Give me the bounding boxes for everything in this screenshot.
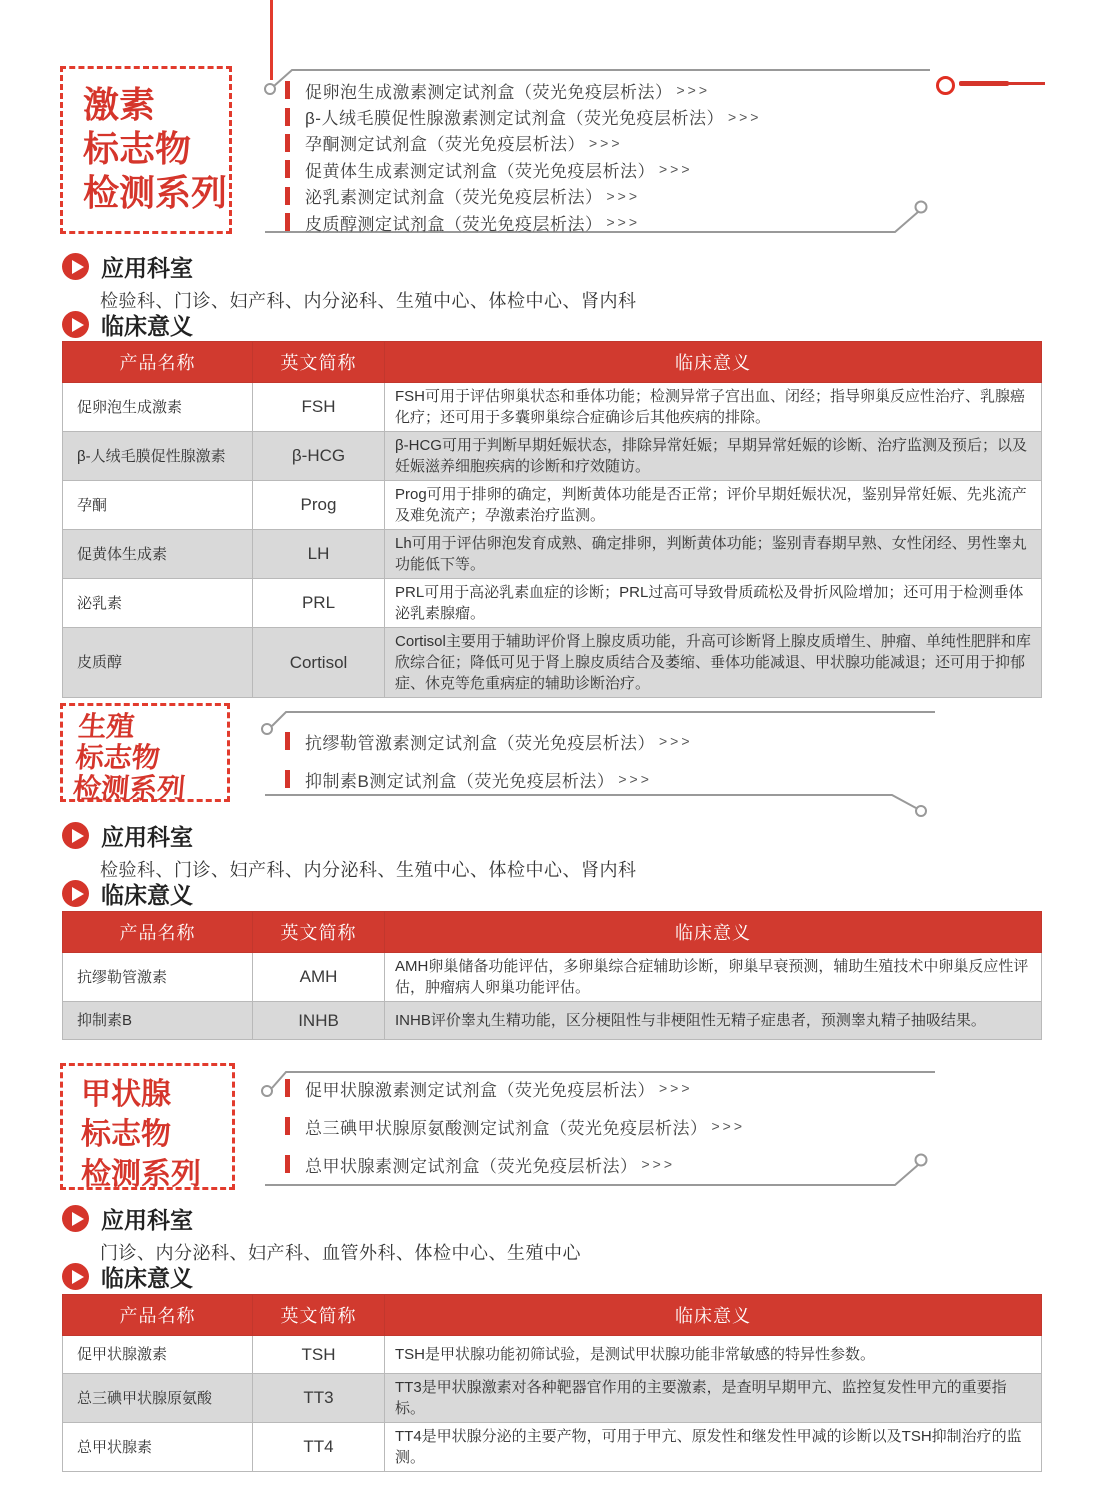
table-header-row (63, 342, 1042, 383)
product-name: 抗缪勒管激素测定试剂盒（荧光免疫层析法） (305, 733, 655, 753)
product-name-cell: 总甲状腺素 (63, 1423, 253, 1472)
table-row (63, 383, 1042, 432)
table-row (63, 530, 1042, 579)
bullet-bar-icon (285, 108, 290, 126)
col-header: 英文简称 (253, 342, 385, 383)
clinical-cell: TSH是甲状腺功能初筛试验，是测试甲状腺功能非常敏感的特异性参数。 (385, 1336, 1042, 1374)
abbr-cell: FSH (253, 383, 385, 432)
abbr-cell: TT4 (253, 1423, 385, 1472)
clinical-cell: FSH可用于评估卵巢状态和垂体功能；检测异常子宫出血、闭经；指导卵巢反应性治疗、乳腺癌化疗；还可用于多囊卵巢综合症确诊后其他疾病的排除。 (385, 383, 1042, 432)
product-name-cell: 抑制素B (63, 1002, 253, 1040)
dept-list: 门诊、内分泌科、妇产科、血管外科、体检中心、生殖中心 (100, 1243, 581, 1263)
more-arrows: >>> (589, 134, 623, 151)
product-name-cell: 皮质醇 (63, 628, 253, 698)
series-title-line: 检测系列 (83, 172, 228, 213)
clinical-table-reproductive (62, 911, 1042, 1040)
product-name: 抑制素B测定试剂盒（荧光免疫层析法） (305, 771, 615, 791)
product-name: 孕酮测定试剂盒（荧光免疫层析法） (305, 135, 585, 155)
series-title-line: 甲状腺 (81, 1078, 171, 1111)
table-row (63, 628, 1042, 698)
table-header-row (63, 1295, 1042, 1336)
series-box-hormone (60, 66, 232, 234)
abbr-cell: PRL (253, 579, 385, 628)
product-name-cell: 孕酮 (63, 481, 253, 530)
table-header-row (63, 912, 1042, 953)
table-row (63, 1423, 1042, 1472)
more-arrows: >>> (606, 214, 641, 231)
red-dash-line (959, 81, 1009, 86)
clinical-cell: Lh可用于评估卵泡发育成熟、确定排卵，判断黄体功能；鉴别青春期早熟、女性闭经、男性睾丸功能低下等。 (385, 530, 1042, 579)
clinical-cell: Prog可用于排卵的确定，判断黄体功能是否正常；评价早期妊娠状况，鉴别异常妊娠、先兆流产及难免流产；孕激素治疗监测。 (385, 481, 1042, 530)
clinical-cell: TT3是甲状腺激素对各种靶器官作用的主要激素，是查明早期甲亢、监控复发性甲亢的重要指标。 (385, 1374, 1042, 1423)
product-list-hormone (285, 77, 761, 235)
series-box-thyroid (60, 1063, 235, 1190)
more-arrows: >>> (659, 1080, 693, 1096)
product-list-reproductive (285, 722, 693, 798)
col-header: 产品名称 (63, 912, 253, 953)
product-link[interactable] (285, 77, 761, 103)
product-name-cell: 总三碘甲状腺原氨酸 (63, 1374, 253, 1423)
table-row (63, 953, 1042, 1002)
product-link[interactable] (285, 760, 693, 798)
abbr-cell: Prog (253, 481, 385, 530)
abbr-cell: TSH (253, 1336, 385, 1374)
dept-heading (62, 819, 193, 852)
bullet-bar-icon (285, 1117, 290, 1135)
series-title-line: 标志物 (74, 742, 162, 773)
col-header: 临床意义 (385, 1295, 1042, 1336)
product-name-cell: 促黄体生成素 (63, 530, 253, 579)
table-row (63, 1336, 1042, 1374)
red-dash-line-thin (1007, 82, 1045, 85)
table-row (63, 579, 1042, 628)
bullet-bar-icon (285, 732, 290, 750)
more-arrows: >>> (676, 82, 711, 99)
clinical-cell: TT4是甲状腺分泌的主要产物，可用于甲亢、原发性和继发性甲减的诊断以及TSH抑制治疗的监测。 (385, 1423, 1042, 1472)
table-row (63, 1374, 1042, 1423)
product-name-cell: 促甲状腺激素 (63, 1336, 253, 1374)
abbr-cell: TT3 (253, 1374, 385, 1423)
product-name-cell: 促卵泡生成激素 (63, 383, 253, 432)
series-title-line: 标志物 (81, 1118, 171, 1151)
dept-heading-label: 应用科室 (101, 824, 193, 850)
abbr-cell: β-HCG (253, 432, 385, 481)
clinical-cell: Cortisol主要用于辅助评价肾上腺皮质功能，升高可诊断肾上腺皮质增生、肿瘤、单纯性肥胖和库欣综合征；降低可见于肾上腺皮质结合及萎缩、垂体功能减退、甲状腺功能减退；还可用于抑郁症、休克等危重病症的辅助诊断治疗。 (385, 628, 1042, 698)
bullet-bar-icon (285, 213, 290, 231)
series-title-line: 生殖 (77, 711, 136, 742)
clinical-heading-label: 临床意义 (101, 1265, 193, 1291)
bullet-bar-icon (285, 187, 290, 205)
product-list-thyroid (285, 1069, 745, 1183)
product-name: 总甲状腺素测定试剂盒（荧光免疫层析法） (305, 1156, 638, 1176)
bullet-bar-icon (285, 81, 290, 99)
bullet-bar-icon (285, 770, 290, 788)
dept-heading (62, 250, 193, 283)
col-header: 产品名称 (63, 342, 253, 383)
more-arrows: >>> (711, 1118, 746, 1134)
more-arrows: >>> (659, 733, 693, 749)
product-name: β-人绒毛膜促性腺激素测定试剂盒（荧光免疫层析法） (305, 109, 724, 129)
col-header: 英文简称 (253, 1295, 385, 1336)
product-name: 总三碘甲状腺原氨酸测定试剂盒（荧光免疫层析法） (305, 1118, 708, 1138)
more-arrows: >>> (659, 161, 693, 178)
clinical-heading-label: 临床意义 (101, 882, 193, 908)
dept-list: 检验科、门诊、妇产科、内分泌科、生殖中心、体检中心、肾内科 (100, 291, 637, 311)
dept-heading-label: 应用科室 (101, 1207, 193, 1233)
product-link[interactable] (285, 209, 761, 235)
play-icon (62, 1263, 89, 1290)
clinical-cell: INHB评价睾丸生精功能，区分梗阻性与非梗阻性无精子症患者，预测睾丸精子抽吸结果。 (385, 1002, 1042, 1040)
series-box-reproductive (60, 703, 230, 802)
bullet-bar-icon (285, 1079, 290, 1097)
dept-list: 检验科、门诊、妇产科、内分泌科、生殖中心、体检中心、肾内科 (100, 860, 637, 880)
table-row (63, 432, 1042, 481)
product-link[interactable] (285, 130, 761, 156)
clinical-cell: β-HCG可用于判断早期妊娠状态，排除异常妊娠；早期异常妊娠的诊断、治疗监测及预后；以及妊娠滋养细胞疾病的诊断和疗效随访。 (385, 432, 1042, 481)
bullet-bar-icon (285, 160, 290, 178)
product-link[interactable] (285, 1145, 745, 1183)
col-header: 英文简称 (253, 912, 385, 953)
clinical-table-hormone (62, 341, 1042, 698)
play-icon (62, 1205, 89, 1232)
col-header: 产品名称 (63, 1295, 253, 1336)
clinical-heading-label: 临床意义 (101, 313, 193, 339)
abbr-cell: Cortisol (253, 628, 385, 698)
product-link[interactable] (285, 183, 761, 209)
abbr-cell: INHB (253, 1002, 385, 1040)
clinical-cell: PRL可用于高泌乳素血症的诊断；PRL过高可导致骨质疏松及骨折风险增加；还可用于检测垂体泌乳素腺瘤。 (385, 579, 1042, 628)
dept-heading (62, 1202, 193, 1235)
clinical-heading (62, 877, 193, 910)
series-title-line: 标志物 (83, 128, 192, 169)
play-icon (62, 822, 89, 849)
clinical-table-thyroid (62, 1294, 1042, 1472)
product-link[interactable] (285, 1107, 745, 1145)
bullet-bar-icon (285, 1155, 290, 1173)
clinical-cell: AMH卵巢储备功能评估，多卵巢综合症辅助诊断，卵巢早衰预测，辅助生殖技术中卵巢反应性评估，肿瘤病人卵巢功能评估。 (385, 953, 1042, 1002)
series-title-line: 检测系列 (81, 1158, 201, 1191)
clinical-heading (62, 308, 193, 341)
product-name-cell: β-人绒毛膜促性腺激素 (63, 432, 253, 481)
col-header: 临床意义 (385, 912, 1042, 953)
bullet-bar-icon (285, 134, 290, 152)
product-link[interactable] (285, 1069, 745, 1107)
product-name-cell: 泌乳素 (63, 579, 253, 628)
product-name: 促黄体生成素测定试剂盒（荧光免疫层析法） (305, 161, 655, 181)
red-vertical-line (270, 0, 273, 80)
product-name: 泌乳素测定试剂盒（荧光免疫层析法） (305, 188, 603, 208)
play-icon (62, 880, 89, 907)
table-row (63, 481, 1042, 530)
product-name: 促甲状腺激素测定试剂盒（荧光免疫层析法） (305, 1080, 655, 1100)
series-title-line: 激素 (83, 84, 156, 125)
clinical-heading (62, 1260, 193, 1293)
play-icon (62, 311, 89, 338)
more-arrows: >>> (606, 187, 641, 204)
product-link[interactable] (285, 103, 761, 129)
play-icon (62, 253, 89, 280)
abbr-cell: AMH (253, 953, 385, 1002)
more-arrows: >>> (641, 1156, 676, 1172)
dept-heading-label: 应用科室 (101, 255, 193, 281)
table-row (63, 1002, 1042, 1040)
abbr-cell: LH (253, 530, 385, 579)
product-name-cell: 抗缪勒管激素 (63, 953, 253, 1002)
col-header: 临床意义 (385, 342, 1042, 383)
product-link[interactable] (285, 156, 761, 182)
product-link[interactable] (285, 722, 693, 760)
product-name: 皮质醇测定试剂盒（荧光免疫层析法） (305, 214, 603, 234)
more-arrows: >>> (727, 108, 762, 125)
series-title-line: 检测系列 (71, 773, 187, 804)
product-name: 促卵泡生成激素测定试剂盒（荧光免疫层析法） (305, 82, 673, 102)
red-circle-icon (936, 76, 955, 95)
more-arrows: >>> (618, 771, 652, 787)
